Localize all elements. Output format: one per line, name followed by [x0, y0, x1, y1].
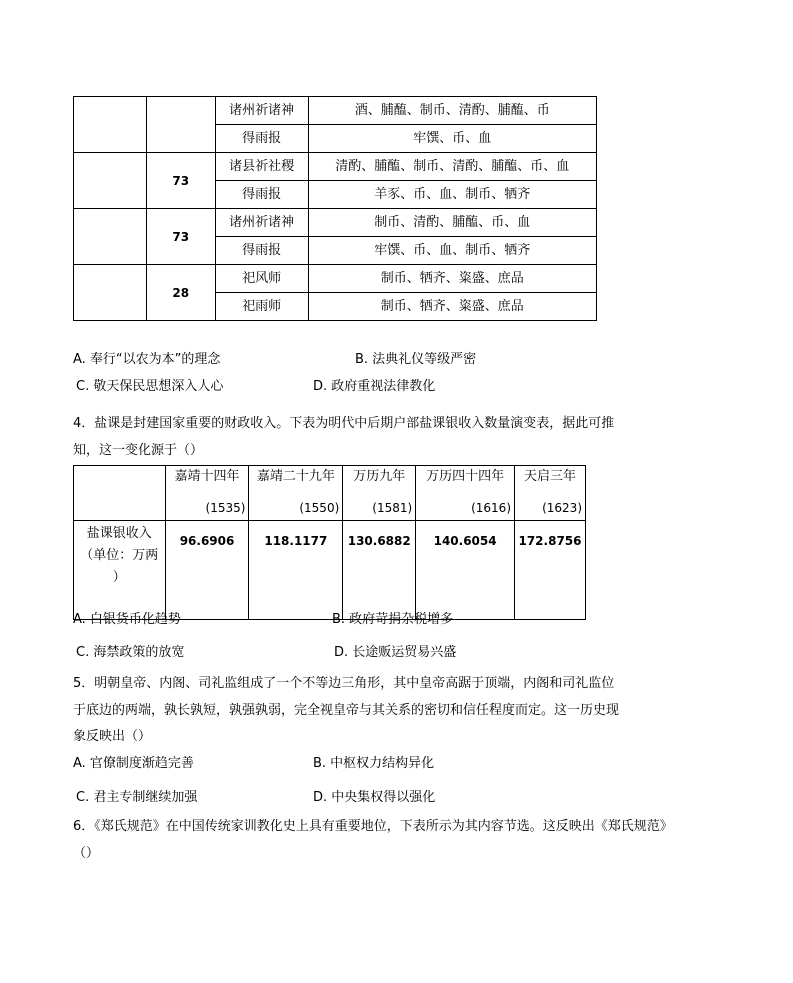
- table-cell: [74, 97, 147, 153]
- q4-option-a: A. 白银货币化趋势: [73, 612, 181, 627]
- value-cell: 172.8756: [515, 521, 586, 620]
- year-name: 万历四十四年: [426, 469, 505, 484]
- row-label-line: ）: [112, 570, 126, 585]
- table-cell: 28: [146, 265, 215, 321]
- table-cell: 祀风师: [215, 265, 308, 293]
- q5-stem-line-1: 5．明朝皇帝、内阁、司礼监组成了一个不等边三角形，其中皇帝高踞于顶端，内阁和司礼监位: [73, 676, 615, 691]
- q3-option-a: A. 奉行“以农为本”的理念: [73, 352, 221, 367]
- table-header-cell: [165, 466, 249, 521]
- value-cell: 118.1177: [249, 521, 343, 620]
- table-cell: 得雨报: [215, 237, 308, 265]
- table-cell: 诸州祈诸神: [215, 97, 308, 125]
- q3-option-c: C. 敬天保民思想深入人心: [76, 379, 224, 394]
- salt-tax-table: [73, 465, 586, 620]
- table-cell: 诸县祈社稷: [215, 153, 308, 181]
- q4-option-b: B. 政府苛捐杂税增多: [332, 612, 454, 627]
- table-cell: 清酌、脯醢、制币、清酌、脯醢、币、血: [308, 153, 596, 181]
- year-name: 嘉靖十四年: [174, 469, 240, 484]
- table-row: [74, 265, 597, 293]
- table-cell: 73: [146, 209, 215, 265]
- table-row: [74, 97, 597, 125]
- table-cell: [74, 209, 147, 265]
- table-cell: 得雨报: [215, 181, 308, 209]
- q4-stem-line-1: 4．盐课是封建国家重要的财政收入。下表为明代中后期户部盐课银收入数量演变表，据此可推: [73, 416, 615, 431]
- year-name: 天启三年: [523, 469, 576, 484]
- table-cell: 制币、牺齐、粢盛、庶品: [308, 293, 596, 321]
- table-cell: 酒、脯醢、制币、清酌、脯醢、币: [308, 97, 596, 125]
- table-header-cell: [249, 466, 343, 521]
- q6-stem-line-2: （）: [73, 846, 100, 861]
- table-cell: 制币、清酌、脯醢、币、血: [308, 209, 596, 237]
- value-cell: 130.6882: [343, 521, 416, 620]
- q4-option-c: C. 海禁政策的放宽: [76, 645, 185, 660]
- table-cell: 制币、牺齐、粢盛、庶品: [308, 265, 596, 293]
- year-name: 嘉靖二十九年: [256, 469, 335, 484]
- table-row: [74, 153, 597, 181]
- q5-option-a: A. 官僚制度渐趋完善: [73, 756, 194, 771]
- table-cell: 牢馔、币、血、制币、牺齐: [308, 237, 596, 265]
- q3-option-d: D. 政府重视法律教化: [313, 379, 436, 394]
- q6-stem-line-1: 6．《郑氏规范》在中国传统家训教化史上具有重要地位，下表所示为其内容节选。这反映出《郑氏规范》: [73, 819, 673, 834]
- q5-option-b: B. 中枢权力结构异化: [313, 756, 435, 771]
- year-number: (1550): [299, 501, 340, 515]
- table-cell: 羊豕、币、血、制币、牺齐: [308, 181, 596, 209]
- table-header-cell: [416, 466, 515, 521]
- table-header-cell: [515, 466, 586, 521]
- row-label-line: （单位：万两: [80, 548, 159, 563]
- q5-stem-line-2: 于底边的两端，孰长孰短，孰强孰弱，完全视皇帝与其关系的密切和信任程度而定。这一历史现: [73, 703, 620, 718]
- q5-option-d: D. 中央集权得以强化: [313, 790, 436, 805]
- row-label-cell: [74, 521, 166, 620]
- q4-stem-line-2: 知，这一变化源于（）: [73, 443, 204, 458]
- table-cell: [74, 265, 147, 321]
- table-cell: 祀雨师: [215, 293, 308, 321]
- q3-option-b: B. 法典礼仪等级严密: [355, 352, 477, 367]
- table-row: [74, 209, 597, 237]
- table-cell: [146, 97, 215, 153]
- table-cell: [74, 153, 147, 209]
- table-header-row: [74, 466, 586, 521]
- year-number: (1581): [372, 501, 413, 515]
- year-number: (1535): [205, 501, 246, 515]
- table-cell: 得雨报: [215, 125, 308, 153]
- table-header-cell: [343, 466, 416, 521]
- year-name: 万历九年: [353, 469, 406, 484]
- q5-stem-line-3: 象反映出（）: [73, 729, 152, 744]
- value-cell: 140.6054: [416, 521, 515, 620]
- table-cell: [74, 466, 166, 521]
- ritual-offerings-table: [73, 96, 597, 321]
- table-cell: 诸州祈诸神: [215, 209, 308, 237]
- table-cell: 73: [146, 153, 215, 209]
- table-row: [74, 521, 586, 620]
- table-cell: 牢馔、币、血: [308, 125, 596, 153]
- row-label-line: 盐课银收入: [86, 526, 152, 541]
- value-cell: 96.6906: [165, 521, 249, 620]
- year-number: (1616): [471, 501, 511, 515]
- year-number: (1623): [542, 501, 582, 515]
- q5-option-c: C. 君主专制继续加强: [76, 790, 198, 805]
- q4-option-d: D. 长途贩运贸易兴盛: [334, 645, 457, 660]
